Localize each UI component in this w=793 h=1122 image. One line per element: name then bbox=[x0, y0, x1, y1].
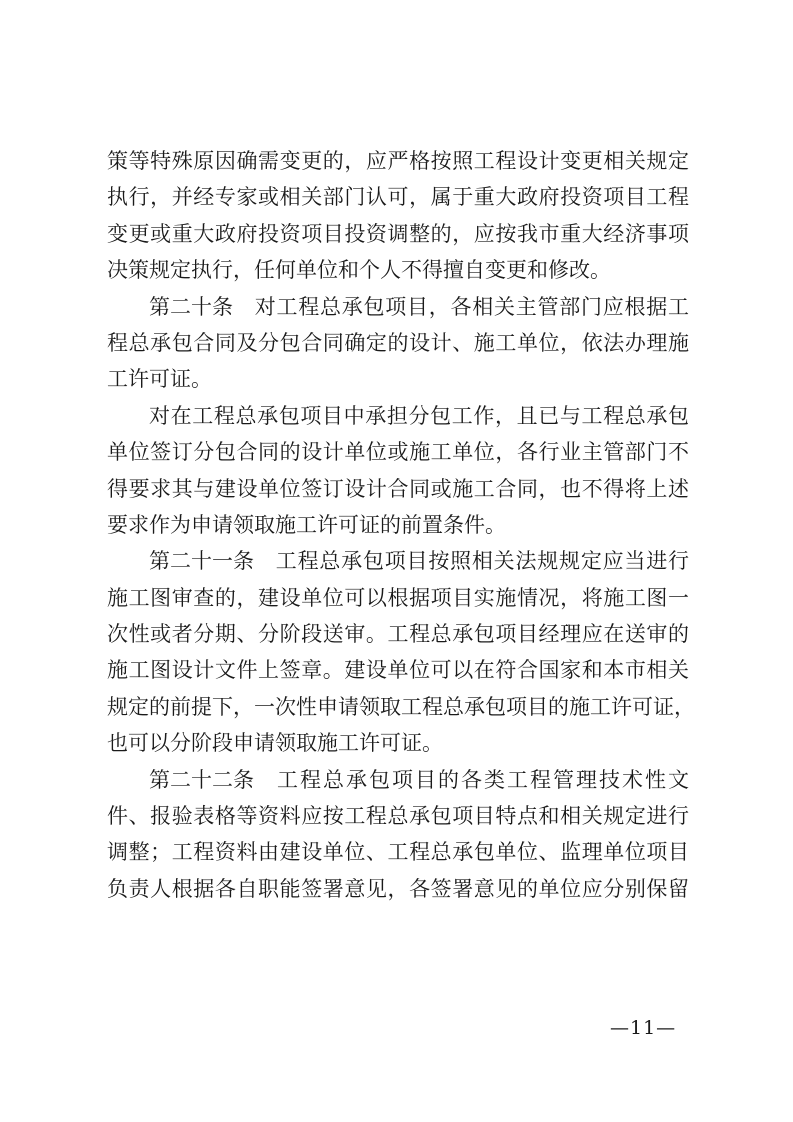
article-22-title: 第二十二条 bbox=[149, 767, 254, 792]
article-22-text: 工程总承包项目的各类工程管理技术性文 bbox=[275, 767, 689, 792]
text-line: 要求作为申请领取施工许可证的前置条件。 bbox=[107, 512, 506, 537]
text-line: 得要求其与建设单位签订设计合同或施工合同，也不得将上述 bbox=[107, 476, 689, 501]
article-20-text: 对工程总承包项目，各相关主管部门应根据工 bbox=[254, 294, 689, 319]
text-line: 程总承包合同及分包合同确定的设计、施工单位，依法办理施 bbox=[107, 330, 689, 355]
text-line: 次性或者分期、分阶段送审。工程总承包项目经理应在送审的 bbox=[107, 622, 689, 647]
article-21-text: 工程总承包项目按照相关法规规定应当进行 bbox=[275, 549, 689, 574]
text-line: 也可以分阶段申请领取施工许可证。 bbox=[107, 731, 443, 756]
article-20-first-line bbox=[107, 289, 689, 325]
text-line: 决策规定执行，任何单位和个人不得擅自变更和修改。 bbox=[107, 258, 611, 283]
text-line: 变更或重大政府投资项目投资调整的，应按我市重大经济事项 bbox=[107, 221, 689, 246]
article-22-first-line bbox=[107, 762, 689, 798]
text-line: 工许可证。 bbox=[107, 367, 212, 392]
article-21-title: 第二十一条 bbox=[149, 549, 254, 574]
text-line: 调整；工程资料由建设单位、工程总承包单位、监理单位项目 bbox=[107, 840, 689, 865]
article-21-first-line bbox=[107, 543, 689, 579]
document-body bbox=[107, 143, 695, 907]
text-line: 施工图审查的，建设单位可以根据项目实施情况，将施工图一 bbox=[107, 585, 689, 610]
text-line: 件、报验表格等资料应按工程总承包项目特点和相关规定进行 bbox=[107, 804, 689, 829]
page-number: —11— bbox=[610, 1017, 677, 1039]
text-line: 规定的前提下，一次性申请领取工程总承包项目的施工许可证， bbox=[107, 694, 695, 719]
text-line: 单位签订分包合同的设计单位或施工单位，各行业主管部门不 bbox=[107, 440, 689, 465]
article-20-title: 第二十条 bbox=[149, 294, 233, 319]
text-line: 负责人根据各自职能签署意见，各签署意见的单位应分别保留 bbox=[107, 876, 689, 901]
text-line: 策等特殊原因确需变更的，应严格按照工程设计变更相关规定 bbox=[107, 149, 689, 173]
text-line: 执行，并经专家或相关部门认可，属于重大政府投资项目工程 bbox=[107, 185, 689, 210]
text-line: 施工图设计文件上签章。建设单位可以在符合国家和本市相关 bbox=[107, 658, 689, 683]
text-line: 对在工程总承包项目中承担分包工作，且已与工程总承包 bbox=[149, 403, 689, 428]
